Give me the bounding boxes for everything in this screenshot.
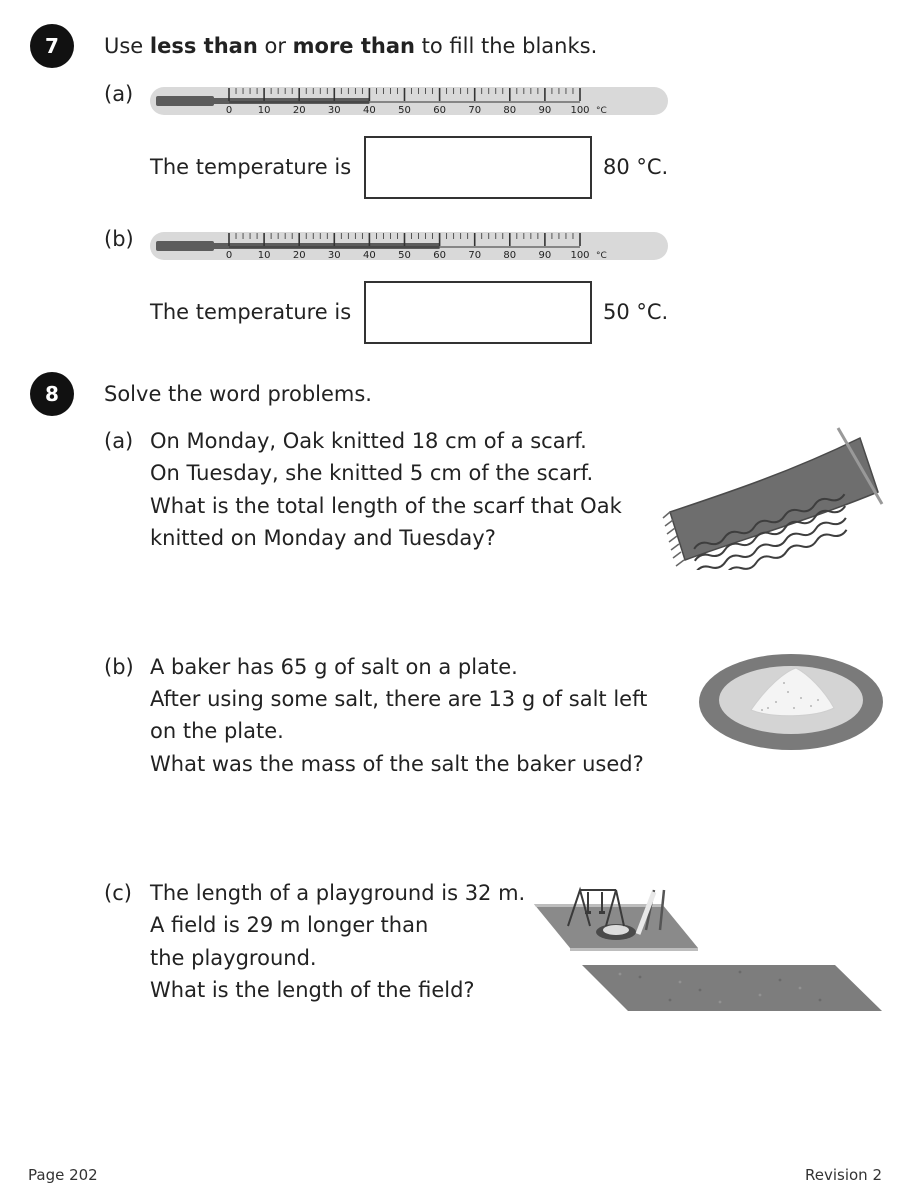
q8a-label: (a)	[104, 429, 134, 453]
tick-label: 50	[398, 105, 411, 116]
tick-label: 40	[363, 250, 376, 261]
tick-label: 100	[570, 250, 590, 261]
q7a-sentence: The temperature is	[150, 155, 352, 179]
q7-instruction: Use less than or more than to fill the blanks.	[104, 34, 598, 58]
thermometer-a	[148, 84, 670, 118]
tick-label: 20	[292, 105, 306, 116]
tick-label: 20	[292, 250, 306, 261]
q8a-line-2: On Tuesday, she knitted 5 cm of the scarf.	[150, 461, 594, 485]
mercury-column	[212, 243, 440, 249]
field-illustration	[580, 962, 885, 1014]
thermometer-b	[148, 229, 670, 263]
tick-label: 30	[327, 105, 341, 116]
playground-illustration	[530, 880, 700, 952]
tick-label: 60	[433, 105, 446, 116]
thermometer-bulb	[156, 241, 214, 251]
question-number-7: 7	[30, 24, 74, 68]
q7b-compare-value: 50 °C.	[603, 300, 669, 324]
q7b-label: (b)	[104, 227, 134, 251]
tick-label: 60	[433, 250, 446, 261]
q8a-line-1: On Monday, Oak knitted 18 cm of a scarf.	[150, 429, 587, 453]
unit-label: °C	[596, 251, 607, 261]
tick-label: 100	[570, 105, 590, 116]
tick-label: 70	[468, 250, 482, 261]
tick-label: 90	[538, 105, 552, 116]
tick-label: 30	[327, 250, 341, 261]
tick-label: 70	[468, 105, 482, 116]
q8b-line-1: A baker has 65 g of salt on a plate.	[150, 655, 518, 679]
q8a-line-3: What is the total length of the scarf that Oak	[150, 494, 622, 518]
q8c-line-2: A field is 29 m longer than	[150, 913, 429, 937]
q8b-line-2: After using some salt, there are 13 g of salt left	[150, 687, 648, 711]
unit-label: °C	[596, 106, 607, 116]
q7b-sentence: The temperature is	[150, 300, 352, 324]
q8c-line-4: What is the length of the field?	[150, 978, 475, 1002]
tick-label: 90	[538, 250, 552, 261]
tick-label: 40	[363, 105, 376, 116]
q7a-answer-box[interactable]	[364, 136, 592, 199]
section-label: Revision 2	[805, 1166, 882, 1184]
q7a-label: (a)	[104, 82, 134, 106]
tick-label: 0	[225, 105, 233, 116]
q8b-line-4: What was the mass of the salt the baker used?	[150, 752, 644, 776]
mercury-column	[212, 98, 369, 104]
scarf-illustration	[660, 420, 885, 570]
tick-label: 80	[503, 250, 517, 261]
page-number: Page 202	[28, 1166, 98, 1184]
tick-label: 50	[398, 250, 411, 261]
q8b-line-3: on the plate.	[150, 719, 284, 743]
tick-label: 10	[257, 250, 271, 261]
tick-label: 10	[257, 105, 271, 116]
q8c-label: (c)	[104, 881, 132, 905]
q7a-compare-value: 80 °C.	[603, 155, 669, 179]
tick-label: 0	[225, 250, 233, 261]
q8c-line-3: the playground.	[150, 946, 317, 970]
q8a-line-4: knitted on Monday and Tuesday?	[150, 526, 496, 550]
q8-instruction: Solve the word problems.	[104, 382, 372, 406]
q8b-label: (b)	[104, 655, 134, 679]
question-number-8: 8	[30, 372, 74, 416]
salt-plate-illustration	[696, 650, 886, 752]
tick-label: 80	[503, 105, 517, 116]
thermometer-bulb	[156, 96, 214, 106]
q7b-answer-box[interactable]	[364, 281, 592, 344]
q8c-line-1: The length of a playground is 32 m.	[150, 881, 526, 905]
